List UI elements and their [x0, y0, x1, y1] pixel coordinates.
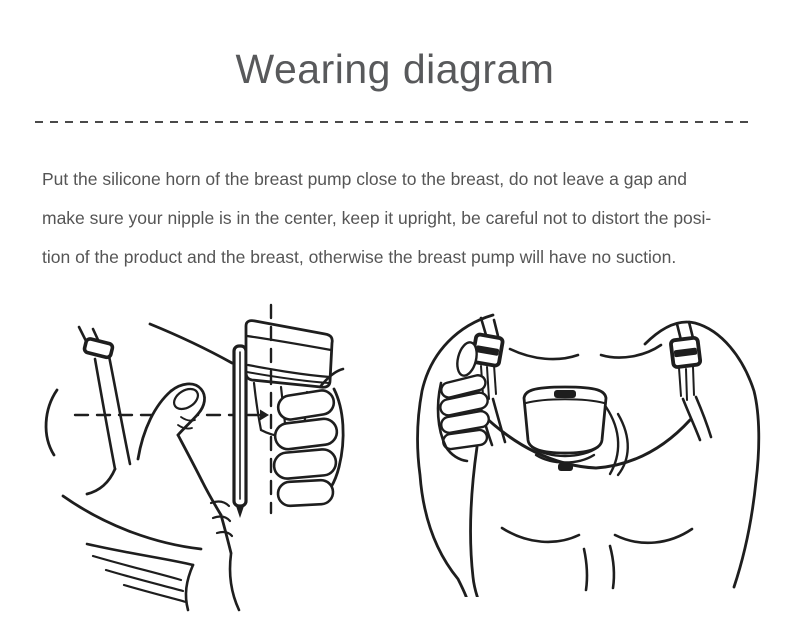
bra-strap: [79, 327, 130, 469]
bra-strap-right: [671, 322, 711, 440]
gripping-fingers: [273, 369, 343, 506]
instruction-line: Put the silicone horn of the breast pump close to the breast, do not leave a gap and: [42, 169, 688, 189]
figure-pump-worn-in-bra: [415, 297, 775, 597]
pump-flange-plate: [234, 346, 246, 518]
pump-top-notch: [554, 390, 576, 398]
page-title: Wearing diagram: [235, 46, 555, 92]
forearm: [87, 544, 239, 610]
pump-in-bra: [524, 387, 606, 471]
instruction-paragraph: [42, 160, 752, 277]
hand-thumb: [138, 384, 232, 553]
thumb: [454, 340, 480, 377]
center-arrow-icon: [260, 410, 269, 421]
collarbone-lines: [510, 345, 661, 359]
breast-outline: [46, 324, 232, 549]
instruction-line: tion of the product and the breast, otherwise the breast pump will have no suction.: [42, 247, 677, 267]
instruction-line: make sure your nipple is in the center, keep it upright, be careful not to distort the posi-: [42, 208, 712, 228]
dashed-divider: [35, 121, 753, 123]
bra-cup-curves: [502, 528, 692, 590]
figure-hand-positioning-pump: [35, 297, 350, 612]
